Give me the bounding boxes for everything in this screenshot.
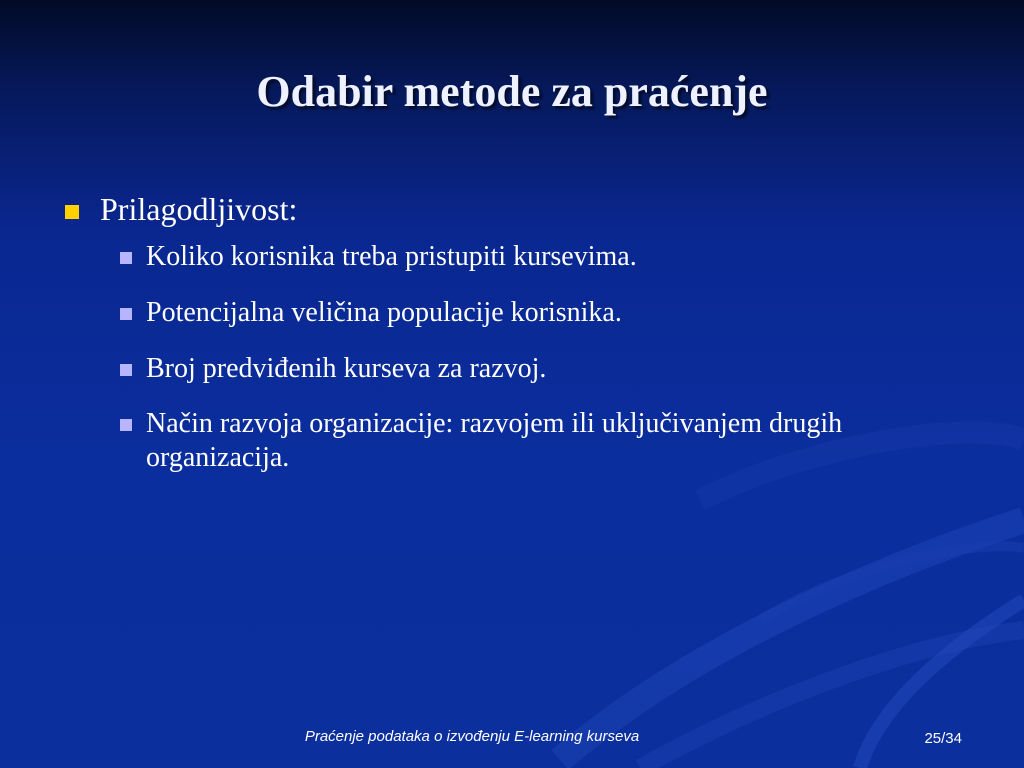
square-bullet-icon [120, 364, 132, 376]
slide-title: Odabir metode za praćenje [256, 67, 768, 116]
page-number: 25/34 [924, 730, 962, 747]
bullet-item [62, 190, 962, 228]
square-bullet-icon [120, 308, 132, 320]
sub-bullet-text: Potencijalna veličina populacije korisnika. [146, 296, 622, 328]
sub-bullet-item [146, 407, 846, 474]
square-bullet-icon [120, 419, 132, 431]
slide-content [62, 190, 962, 496]
sub-bullet-item [146, 240, 846, 274]
sub-bullet-text: Broj predviđenih kurseva za razvoj. [146, 352, 547, 384]
sub-bullet-text: Način razvoja organizacije: razvojem ili uključivanjem drugih organizacija. [146, 408, 843, 473]
sub-bullet-item [146, 296, 846, 330]
sub-bullet-text: Koliko korisnika treba pristupiti kursevima. [146, 241, 637, 273]
square-bullet-icon [65, 205, 79, 219]
sub-bullet-item [146, 352, 846, 386]
bullet-text: Prilagodljivost: [100, 191, 298, 227]
square-bullet-icon [120, 252, 132, 264]
slide-footer: Praćenje podataka o izvođenju E-learning kurseva [304, 728, 640, 745]
